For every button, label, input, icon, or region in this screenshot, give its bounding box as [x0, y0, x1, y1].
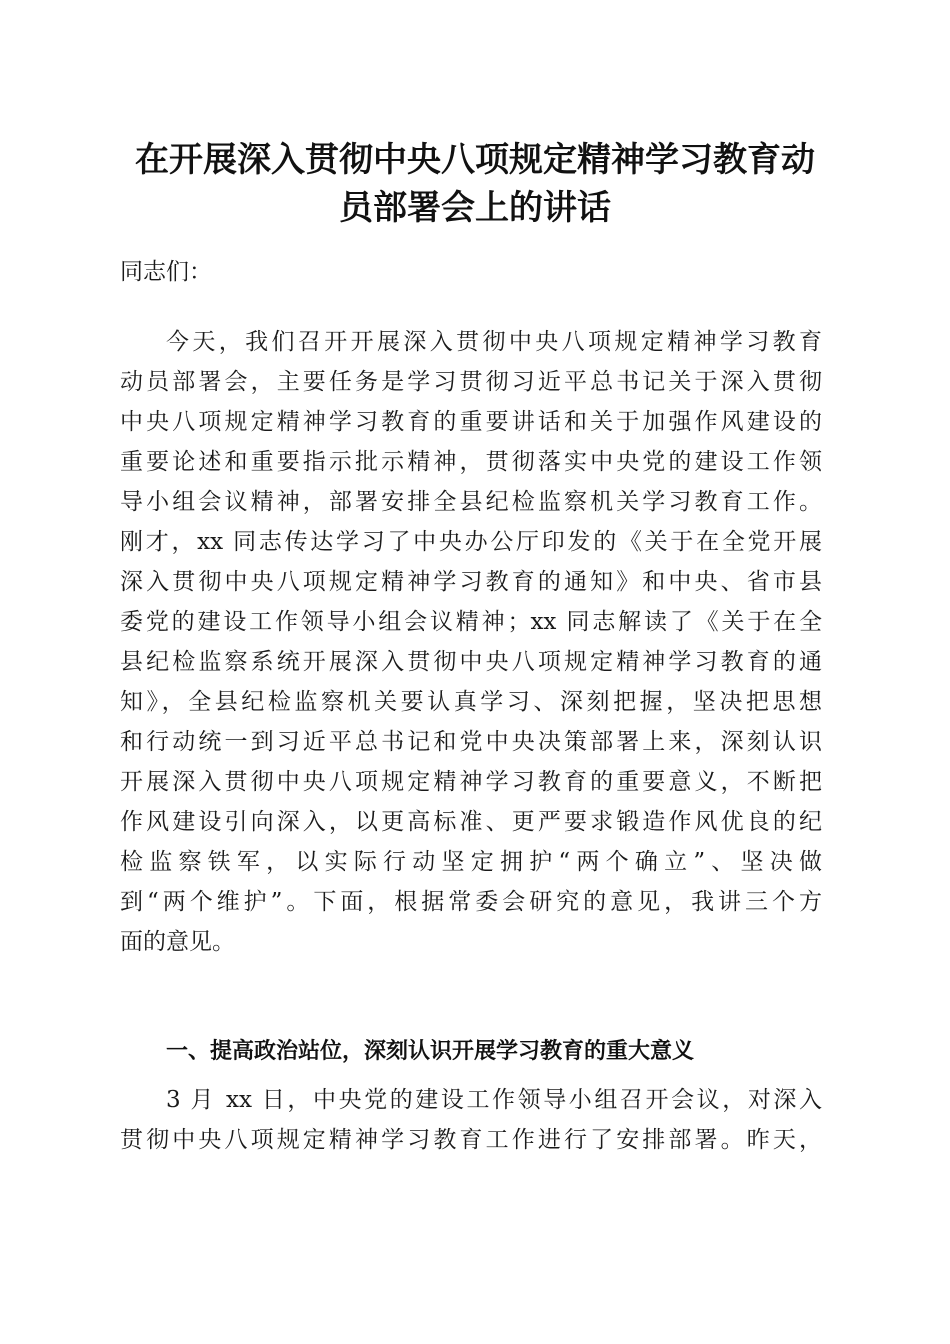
- section-heading: 一、提高政治站位，深刻认识开展学习教育的重大意义: [166, 1039, 695, 1064]
- text-line: 中央八项规定精神学习教育的重要讲话和关于加强作风建设的: [120, 409, 822, 435]
- text-line: 开展深入贯彻中央八项规定精神学习教育的重要意义，不断把: [120, 769, 822, 795]
- text-line: 导小组会议精神，部署安排全县纪检监察机关学习教育工作。: [120, 489, 822, 515]
- text-line: 贯彻中央八项规定精神学习教育工作进行了安排部署。昨天，: [120, 1127, 822, 1153]
- text-line: 面的意见。: [120, 929, 235, 955]
- paragraph-2: [120, 1080, 822, 1160]
- document-title: [110, 136, 840, 232]
- text-line: 知》，全县纪检监察机关要认真学习、深刻把握，坚决把思想: [120, 689, 822, 715]
- text-line: 刚才，xx 同志传达学习了中央办公厅印发的《关于在全党开展: [120, 529, 822, 555]
- text-line: 委党的建设工作领导小组会议精神；xx 同志解读了《关于在全: [120, 609, 822, 635]
- text-line: 到“两个维护”。下面，根据常委会研究的意见，我讲三个方: [120, 889, 822, 915]
- salutation: 同志们：: [120, 259, 212, 285]
- title-line: 员部署会上的讲话: [339, 188, 611, 228]
- text-line: 重要论述和重要指示批示精神，贯彻落实中央党的建设工作领: [120, 449, 822, 475]
- text-line: 深入贯彻中央八项规定精神学习教育的通知》和中央、省市县: [120, 569, 822, 595]
- title-line: 在开展深入贯彻中央八项规定精神学习教育动: [135, 140, 815, 180]
- text-line: 作风建设引向深入，以更高标准、更严要求锻造作风优良的纪: [120, 809, 822, 835]
- text-line: 动员部署会，主要任务是学习贯彻习近平总书记关于深入贯彻: [120, 369, 822, 395]
- text-line: 和行动统一到习近平总书记和党中央决策部署上来，深刻认识: [120, 729, 822, 755]
- text-line: 县纪检监察系统开展深入贯彻中央八项规定精神学习教育的通: [120, 649, 822, 675]
- text-line: 检监察铁军，以实际行动坚定拥护“两个确立”、坚决做: [120, 849, 822, 875]
- text-line: 今天，我们召开开展深入贯彻中央八项规定精神学习教育: [166, 329, 822, 355]
- text-line: 3 月 xx 日，中央党的建设工作领导小组召开会议，对深入: [166, 1087, 822, 1113]
- paragraph-1: [120, 322, 822, 962]
